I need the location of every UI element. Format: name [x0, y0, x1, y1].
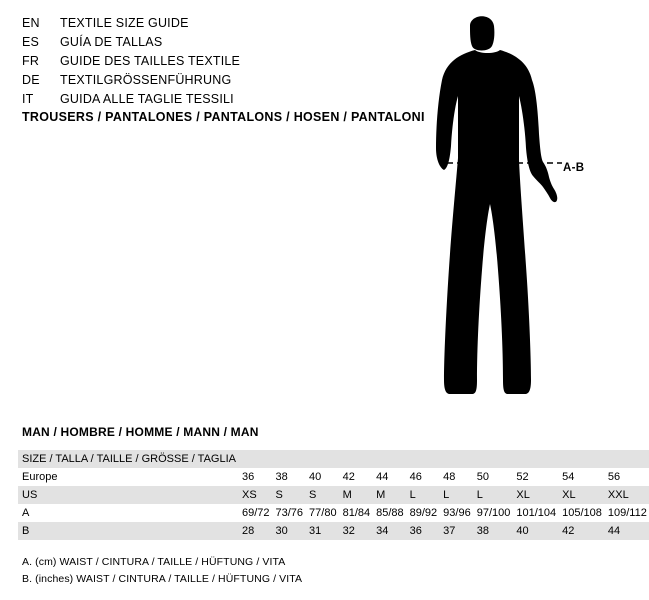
table-row-size-header	[18, 450, 649, 468]
table-row-b	[18, 522, 649, 540]
cell-us-5: L	[406, 486, 440, 504]
cell-us-7: L	[473, 486, 513, 504]
cell-a-5: 89/92	[409, 507, 438, 519]
cell-a-0: 69/72	[241, 507, 270, 519]
cell-us-10: XXL	[604, 486, 649, 504]
cell-europe-9: 54	[562, 471, 575, 483]
row-label-europe: Europe	[22, 471, 58, 483]
table-row-a	[18, 504, 649, 522]
footnote-a: A. (cm) WAIST / CINTURA / TAILLE / HÜFTUNG / VITA	[22, 556, 286, 568]
cell-b-5: 36	[406, 522, 440, 540]
cell-europe-0: 36	[241, 471, 255, 483]
cell-a-9: 105/108	[562, 507, 602, 519]
cell-us-6: L	[439, 486, 473, 504]
cell-a-3: 81/84	[342, 507, 371, 519]
cell-us-8: XL	[512, 486, 558, 504]
language-code-en: EN	[22, 16, 40, 30]
cell-a-1: 73/76	[275, 507, 304, 519]
cell-europe-8: 52	[516, 471, 529, 483]
cell-europe-5: 46	[409, 471, 422, 483]
language-text-de: TEXTILGRÖSSENFÜHRUNG	[60, 73, 232, 87]
measure-label-ab: A-B	[563, 162, 585, 174]
size-table	[18, 450, 649, 540]
language-code-it: IT	[22, 92, 34, 106]
cell-a-4: 85/88	[376, 507, 404, 519]
language-code-es: ES	[22, 35, 40, 49]
cell-us-9: XL	[558, 486, 604, 504]
cell-europe-10: 56	[607, 471, 621, 483]
cell-europe-1: 38	[275, 471, 288, 483]
cell-b-3: 32	[339, 522, 373, 540]
table-row-europe	[18, 468, 649, 486]
language-row-fr	[22, 54, 382, 73]
cell-a-10: 109/112	[607, 507, 647, 519]
language-text-it: GUIDA ALLE TAGLIE TESSILI	[60, 92, 234, 106]
cell-europe-6: 48	[443, 471, 456, 483]
cell-europe-2: 40	[309, 471, 322, 483]
cell-a-6: 93/96	[443, 507, 471, 519]
row-label-us: US	[18, 486, 238, 504]
cell-us-4: M	[372, 486, 406, 504]
cell-b-7: 38	[473, 522, 513, 540]
language-row-en	[22, 16, 382, 35]
male-figure-silhouette-icon	[400, 8, 600, 408]
cell-us-3: M	[339, 486, 373, 504]
cell-us-2: S	[305, 486, 339, 504]
cell-b-0: 28	[238, 522, 272, 540]
cell-a-8: 101/104	[516, 507, 557, 519]
cell-b-6: 37	[439, 522, 473, 540]
cell-b-9: 42	[558, 522, 604, 540]
language-text-fr: GUIDE DES TAILLES TEXTILE	[60, 54, 241, 68]
language-row-it	[22, 92, 382, 111]
cell-b-8: 40	[512, 522, 558, 540]
language-text-es: GUÍA DE TALLAS	[60, 35, 163, 49]
language-text-en: TEXTILE SIZE GUIDE	[60, 16, 189, 30]
language-row-de	[22, 73, 382, 92]
row-label-size: SIZE / TALLA / TAILLE / GRÖSSE / TAGLIA	[18, 450, 238, 468]
cell-us-0: XS	[238, 486, 272, 504]
cell-us-1: S	[272, 486, 306, 504]
cell-a-2: 77/80	[309, 507, 337, 519]
language-header-block	[22, 16, 382, 111]
table-row-us	[18, 486, 649, 504]
table-title: MAN / HOMBRE / HOMME / MANN / MAN	[22, 425, 259, 439]
language-code-de: DE	[22, 73, 40, 87]
category-title: TROUSERS / PANTALONES / PANTALONS / HOSEN / PANTALONI	[22, 110, 425, 124]
language-code-fr: FR	[22, 54, 40, 68]
cell-b-4: 34	[372, 522, 406, 540]
footnote-b: B. (inches) WAIST / CINTURA / TAILLE / HÜFTUNG / VITA	[22, 573, 303, 585]
figure-illustration	[400, 8, 600, 408]
row-label-a: A	[22, 507, 30, 519]
cell-b-2: 31	[305, 522, 339, 540]
cell-b-10: 44	[604, 522, 649, 540]
language-row-es	[22, 35, 382, 54]
cell-a-7: 97/100	[476, 507, 511, 519]
cell-europe-3: 42	[342, 471, 355, 483]
cell-b-1: 30	[272, 522, 306, 540]
cell-europe-4: 44	[376, 471, 389, 483]
row-label-b: B	[18, 522, 238, 540]
cell-europe-7: 50	[476, 471, 489, 483]
